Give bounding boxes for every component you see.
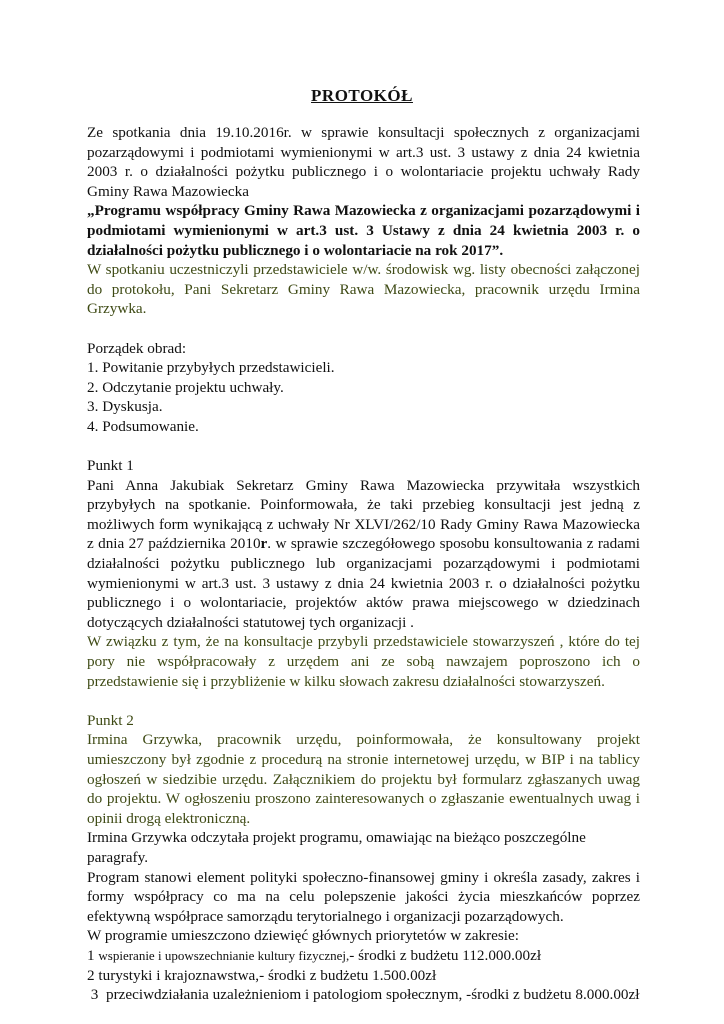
priority-item — [87, 966, 640, 986]
priority-number: 3 — [87, 986, 106, 1004]
priority-funds: - środki z budżetu 1.500.00zł — [259, 966, 437, 984]
punkt2-paragraph-3: Program stanowi element polityki społeczno-finansowej gminy i określa zasady, zakres i formy współpracy co ma na celu polepszenie jakości życia mieszkańców poprzez efektywną współprace samorządu terytorialnego i organizacji pozarządowych. — [87, 868, 640, 925]
priority-item — [87, 946, 640, 966]
program-title: „Programu współpracy Gminy Rawa Mazowiecka z organizacjami pozarządowymi i podmiotami wymienionymi w art.3 ust. 3 Ustawy z dnia 24 kwietnia 2003 r. o działalności pożytku publicznego i o wolontariacie na rok 2017”. — [87, 202, 640, 259]
agenda-item: 3. Dyskusja. — [87, 398, 163, 416]
agenda-item: 1. Powitanie przybyłych przedstawicieli. — [87, 359, 335, 377]
agenda-item: 2. Odczytanie projektu uchwały. — [87, 378, 284, 396]
attendance-paragraph: W spotkaniu uczestniczyli przedstawiciele w/w. środowisk wg. listy obecności załączonej do protokołu, Pani Sekretarz Gminy Rawa Mazowiecka, pracownik urzędu Irmina Grzywka. — [87, 261, 640, 318]
priority-name: przeciwdziałania uzależnieniom i patologiom społecznym, — [105, 986, 463, 1004]
spacer — [87, 437, 640, 457]
spacer — [87, 691, 640, 711]
punkt2-heading: Punkt 2 — [87, 711, 134, 729]
spacer — [87, 319, 640, 339]
priority-funds: -środki z budżetu 8.000.00zł — [462, 986, 640, 1004]
punkt1-text-b: . w sprawie szczegółowego sposobu konsultowania z radami działalności pożytku publicznego lub organizacjami pozarządowymi i podmiotami wymienionymi w art.3 ust. 3 ustawy z dnia 24 kwietnia 2003 r. o działalności pożytku publicznego i o wolontariacie, projektów aktów prawa miejscowego w dziedzinach dotyczących działalności statutowej tych organizacji . — [87, 535, 640, 631]
punkt2-paragraph-2: Irmina Grzywka odczytała projekt programu, omawiając na bieżąco poszczególne paragrafy. — [87, 829, 586, 866]
priority-number: 1 — [87, 946, 99, 964]
priority-funds: - środki z budżetu 112.000.00zł — [349, 946, 542, 964]
punkt1-heading: Punkt 1 — [87, 457, 134, 475]
intro-paragraph: Ze spotkania dnia 19.10.2016r. w sprawie konsultacji społecznych z organizacjami pozarządowymi i podmiotami wymienionymi w art.3 ust. 3 ustawy z dnia 24 kwietnia 2003 r. o działalności pożytku publicznego i o wolontariacie projektu uchwały Rady Gminy Rawa Mazowiecka — [87, 124, 640, 200]
punkt2-paragraph-1: Irmina Grzywka, pracownik urzędu, poinformowała, że konsultowany projekt umieszczony był zgodnie z procedurą na stronie internetowej urzędu, w BIP i na tablicy ogłoszeń w siedzibie urzędu. Załącznikiem do projektu był formularz zgłaszanych uwag do projektu. W ogłoszeniu proszono zainteresowanych o zgłaszanie ewentualnych uwag i opinii drogą elektroniczną. — [87, 731, 640, 827]
agenda-item: 4. Podsumowanie. — [87, 417, 199, 435]
priority-number: 2 — [87, 966, 99, 984]
priority-name: turystyki i krajoznawstwa, — [98, 966, 260, 984]
punkt1-paragraph-2: W związku z tym, że na konsultacje przybyli przedstawiciele stowarzyszeń , które do tej pory nie współpracowały z urzędem ani ze sobą nawzajem poproszono ich o przedstawienie się i przybliżenie w kilku słowach zakresu działalności stowarzyszeń. — [87, 633, 640, 690]
document-body — [87, 123, 640, 1005]
punkt1-text-bold: r — [260, 535, 268, 553]
priority-item — [87, 985, 640, 1005]
punkt1-text-a: Pani Anna Jakubiak Sekretarz Gminy Rawa Mazowiecka przywitała wszystkich przybyłych na spotkanie. Poinformowała, że taki przebieg konsultacji jest jedną z możliwych form wynikającą z uchwały Nr XLVI/262/10 Rady Gminy Rawa Mazowiecka z dnia 27 października 2010 — [87, 476, 640, 553]
document-title: PROTOKÓŁ — [311, 86, 413, 105]
punkt1-paragraph — [87, 476, 640, 633]
punkt2-paragraph-4: W programie umieszczono dziewięć głównych priorytetów w zakresie: — [87, 927, 519, 945]
agenda-heading: Porządek obrad: — [87, 339, 187, 357]
priority-name: wspieranie i upowszechnianie kultury fizycznej, — [98, 947, 350, 963]
